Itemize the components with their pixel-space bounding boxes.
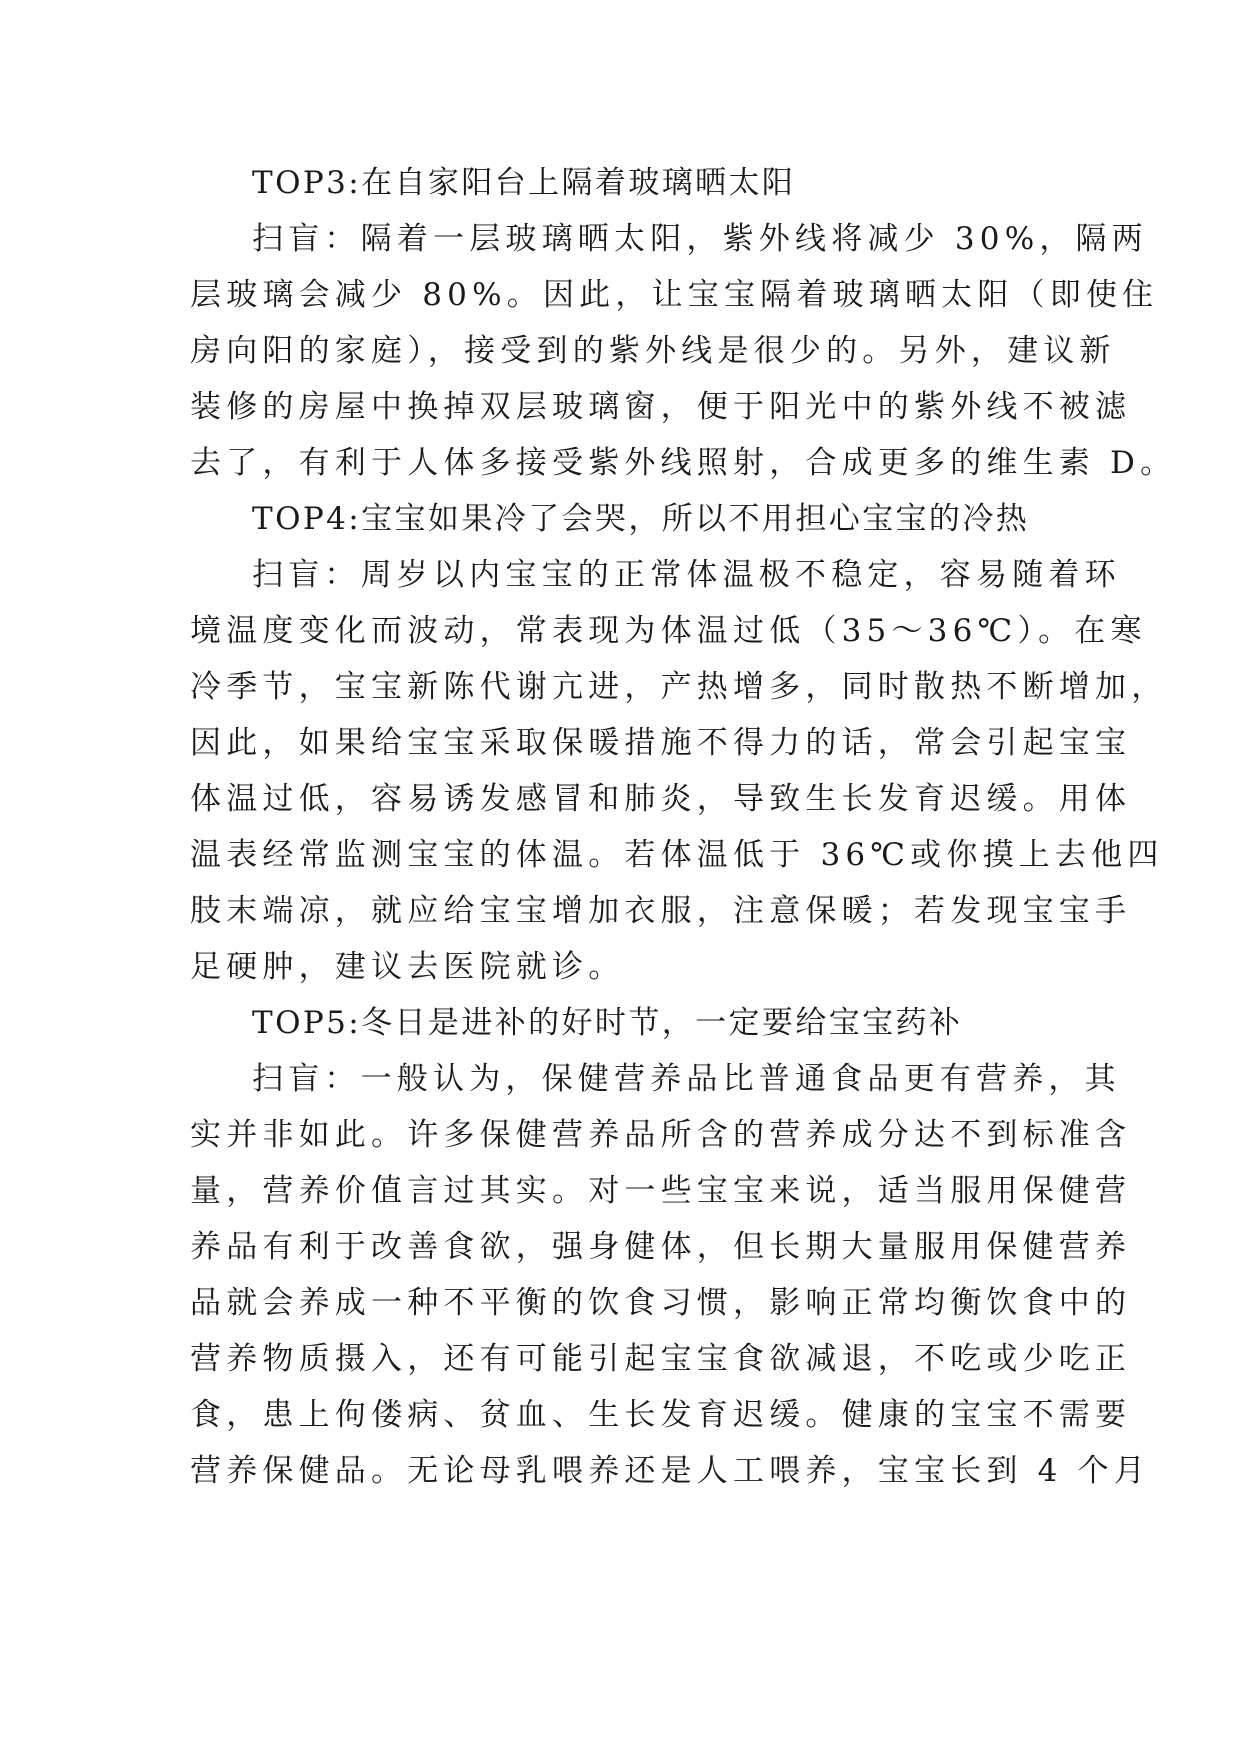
paragraph-line: 境温度变化而波动，常表现为体温过低（35～36℃）。在寒 [190,613,1147,649]
paragraph-line: 实并非如此。许多保健营养品所含的营养成分达不到标准含 [190,1117,1132,1153]
paragraph-line: 温表经常监测宝宝的体温。若体温低于 36℃或你摸上去他四 [190,837,1164,873]
paragraph-line: 肢末端凉，就应给宝宝增加衣服，注意保暖；若发现宝宝手 [190,893,1132,929]
paragraph-line: 去了，有利于人体多接受紫外线照射，合成更多的维生素 D。 [190,445,1177,481]
paragraph-line: 品就会养成一种不平衡的饮食习惯，影响正常均衡饮食中的 [190,1285,1132,1321]
paragraph-line: 食，患上佝偻病、贫血、生长发育迟缓。健康的宝宝不需要 [190,1397,1132,1433]
section-heading-top4: TOP4:宝宝如果冷了会哭，所以不用担心宝宝的冷热 [252,501,1030,537]
paragraph-line: 因此，如果给宝宝采取保暖措施不得力的话，常会引起宝宝 [190,725,1132,761]
section-heading-top5: TOP5:冬日是进补的好时节，一定要给宝宝药补 [252,1005,963,1041]
paragraph-line: 扫盲：一般认为，保健营养品比普通食品更有营养，其 [252,1061,1121,1097]
paragraph-line: 养品有利于改善食欲，强身健体，但长期大量服用保健营养 [190,1229,1132,1265]
paragraph-line: 冷季节，宝宝新陈代谢亢进，产热增多，同时散热不断增加， [190,669,1168,705]
paragraph-line: 扫盲：隔着一层玻璃晒太阳，紫外线将减少 30%，隔两 [252,221,1148,257]
paragraph-line: 量，营养价值言过其实。对一些宝宝来说，适当服用保健营 [190,1173,1132,1209]
paragraph-line: 房向阳的家庭），接受到的紫外线是很少的。另外，建议新 [190,333,1116,369]
paragraph-line: 层玻璃会减少 80%。因此，让宝宝隔着玻璃晒太阳（即使住 [190,277,1159,313]
paragraph-line: 装修的房屋中换掉双层玻璃窗，便于阳光中的紫外线不被滤 [190,389,1132,425]
paragraph-line: 扫盲：周岁以内宝宝的正常体温极不稳定，容易随着环 [252,557,1121,593]
paragraph-line: 足硬肿，建议去医院就诊。 [190,949,625,985]
section-heading-top3: TOP3:在自家阳台上隔着玻璃晒太阳 [252,165,796,201]
paragraph-line: 营养物质摄入，还有可能引起宝宝食欲减退，不吃或少吃正 [190,1341,1132,1377]
paragraph-line: 体温过低，容易诱发感冒和肺炎，导致生长发育迟缓。用体 [190,781,1132,817]
paragraph-line: 营养保健品。无论母乳喂养还是人工喂养，宝宝长到 4 个月 [190,1453,1151,1489]
